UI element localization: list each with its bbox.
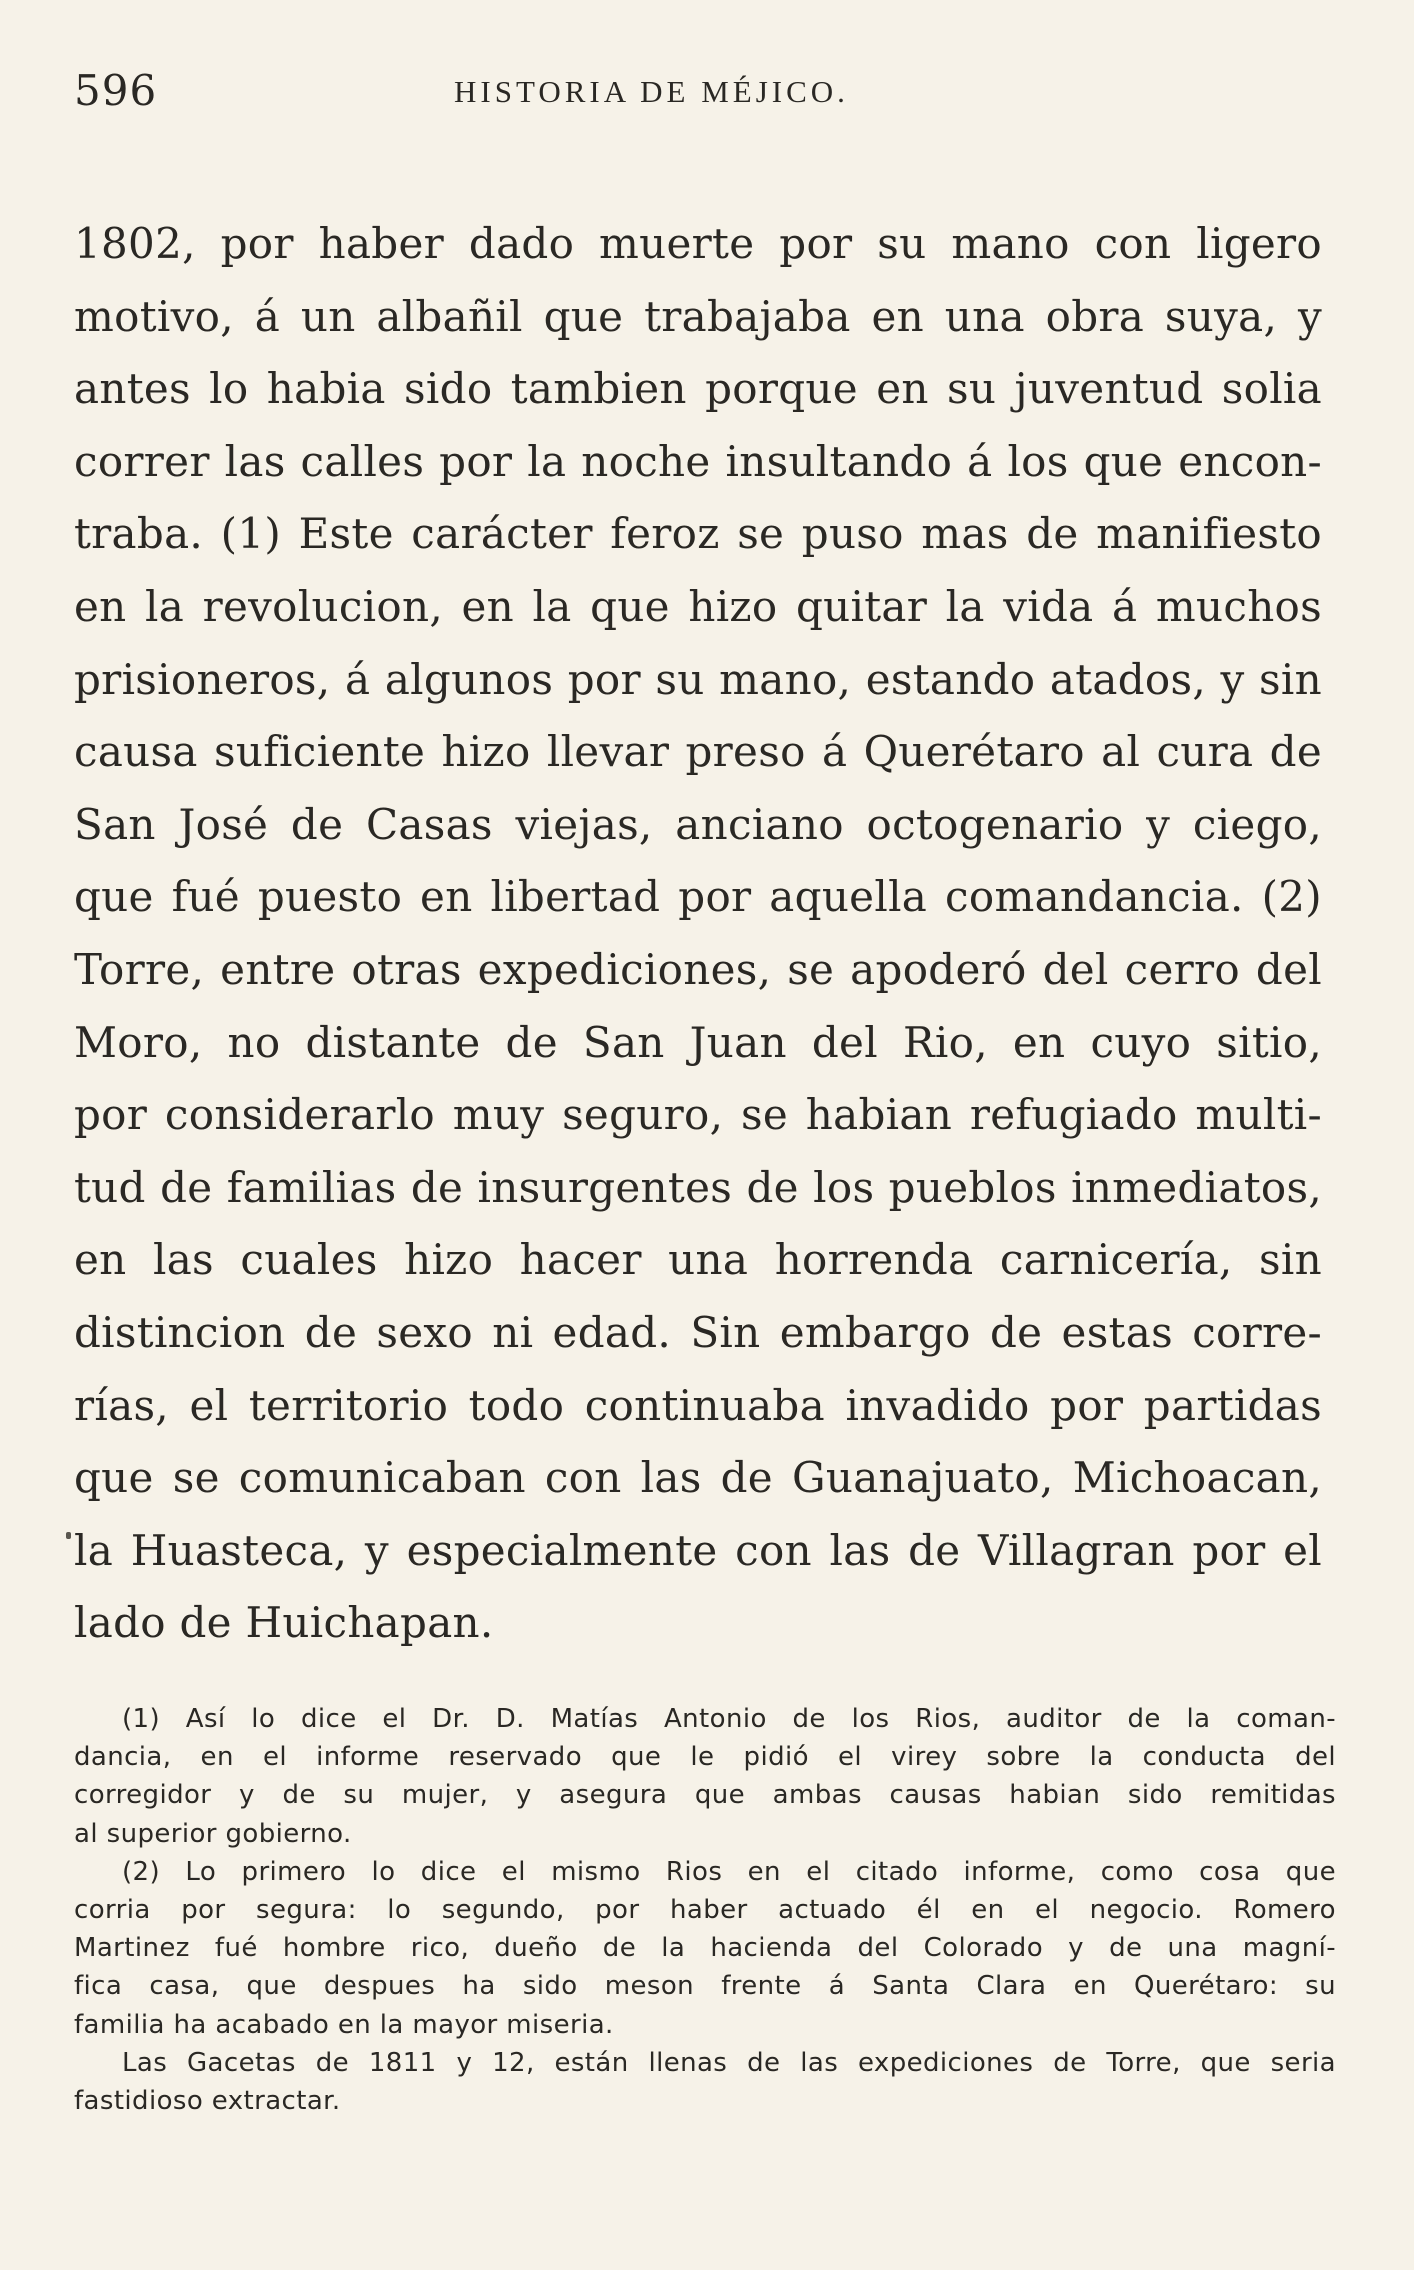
ink-speck [66, 1532, 71, 1539]
body-line: en la revolucion, en la que hizo quitar la vida á muchos [74, 581, 1322, 631]
footnote-line: al superior gobierno. [74, 1818, 352, 1849]
body-line: por considerarlo muy seguro, se habian refugiado multi- [74, 1090, 1322, 1140]
body-line: traba. (1) Este carácter feroz se puso mas de manifiesto [74, 509, 1322, 559]
footnote-line: familia ha acabado en la mayor miseria. [74, 2009, 614, 2040]
body-line: prisioneros, á algunos por su mano, estando atados, y sin [74, 654, 1322, 704]
footnote-line: corria por segura: lo segundo, por haber actuado él en el negocio. Romero [74, 1894, 1336, 1925]
footnote-line: (1) Así lo dice el Dr. D. Matías Antonio de los Rios, auditor de la coman- [122, 1704, 1336, 1734]
page-number: 596 [74, 66, 158, 115]
body-line: Moro, no distante de San Juan del Rio, en cuyo sitio, [74, 1017, 1322, 1067]
footnote-1 [74, 1700, 1336, 1853]
body-line: motivo, á un albañil que trabajaba en una obra suya, y [74, 291, 1322, 341]
body-line: distincion de sexo ni edad. Sin embargo de estas corre- [74, 1307, 1322, 1357]
body-line: que se comunicaban con las de Guanajuato, Michoacan, [74, 1453, 1322, 1503]
running-title: HISTORIA DE MÉJICO. [454, 74, 849, 109]
footnote-line: Martinez fué hombre rico, dueño de la hacienda del Colorado y de una magní- [74, 1933, 1336, 1964]
footnote-line: Las Gacetas de 1811 y 12, están llenas de las expediciones de Torre, que seria [122, 2047, 1336, 2078]
body-line: antes lo habia sido tambien porque en su juventud solia [74, 364, 1322, 414]
body-line: rías, el territorio todo continuaba invadido por partidas [74, 1380, 1322, 1430]
body-line: tud de familias de insurgentes de los pueblos inmediatos, [74, 1162, 1322, 1212]
footnote-line: fica casa, que despues ha sido meson frente á Santa Clara en Querétaro: su [74, 1971, 1336, 2002]
footnotes [74, 1700, 1336, 2120]
footnote-line: dancia, en el informe reservado que le pidió el virey sobre la conducta del [74, 1742, 1336, 1773]
body-line: que fué puesto en libertad por aquella comandancia. (2) [74, 872, 1322, 922]
body-line: en las cuales hizo hacer una horrenda carnicería, sin [74, 1235, 1322, 1285]
body-line: Torre, entre otras expediciones, se apoderó del cerro del [74, 944, 1322, 994]
body-line: correr las calles por la noche insultando á los que encon- [74, 436, 1322, 486]
main-text [74, 208, 1322, 1660]
body-line: causa suficiente hizo llevar preso á Querétaro al cura de [74, 727, 1322, 777]
body-line: lado de Huichapan. [74, 1598, 494, 1648]
body-line: la Huasteca, y especialmente con las de Villagran por el [74, 1525, 1322, 1575]
body-line: 1802, por haber dado muerte por su mano con ligero [74, 219, 1322, 268]
footnote-line: fastidioso extractar. [74, 2085, 341, 2116]
body-line: San José de Casas viejas, anciano octogenario y ciego, [74, 799, 1322, 849]
footnote-3 [74, 2044, 1336, 2120]
running-head [74, 60, 1322, 124]
footnote-line: (2) Lo primero lo dice el mismo Rios en el citado informe, como cosa que [122, 1856, 1336, 1887]
footnote-line: corregidor y de su mujer, y asegura que ambas causas habian sido remitidas [74, 1780, 1336, 1811]
footnote-2 [74, 1853, 1336, 2044]
